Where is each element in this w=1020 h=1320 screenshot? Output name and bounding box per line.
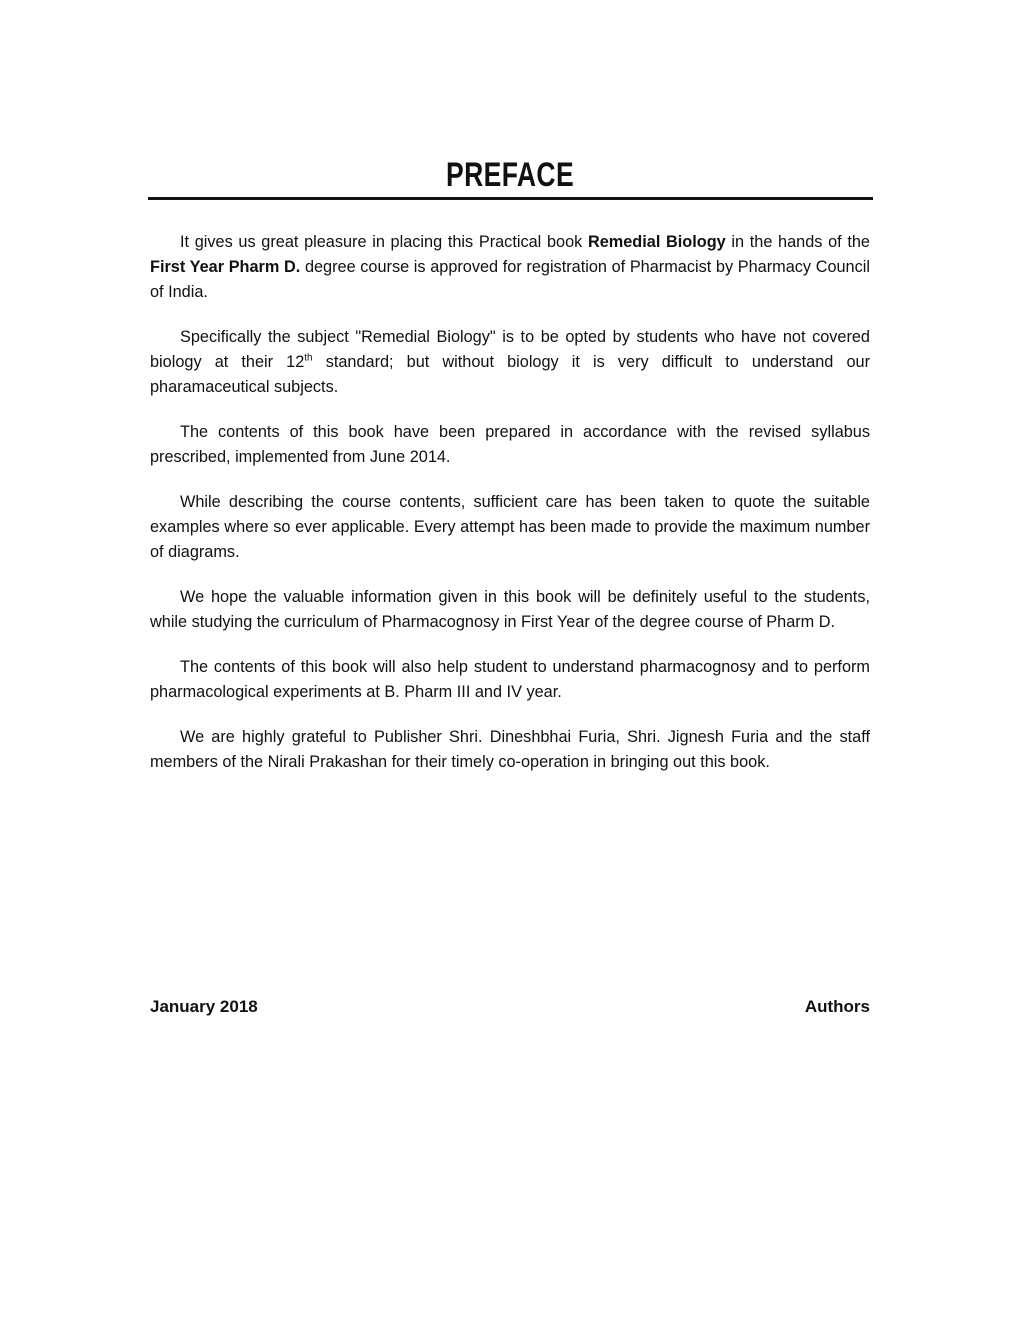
paragraph-2 [150, 325, 870, 400]
paragraph-1 [150, 230, 870, 305]
signature: Authors [804, 997, 870, 1016]
paragraph-4: While describing the course contents, sufficient care has been taken to quote the suitable examples where so ever applicable. Every attempt has been made to provide the maximum number of diagrams. [150, 493, 870, 561]
text: degree course is approved for registration of Pharmacist by Pharmacy Council of India. [150, 258, 870, 301]
bold-text: Remedial Biology [587, 233, 726, 251]
paragraph-7: We are highly grateful to Publisher Shri. Dineshbhai Furia, Shri. Jignesh Furia and the staff members of the Nirali Prakashan for their timely co-operation in bringing out this book. [150, 728, 870, 771]
text: in the hands of the [725, 233, 870, 251]
date: January 2018 [150, 997, 258, 1016]
bold-text: First Year Pharm D. [150, 258, 301, 276]
paragraph-6: The contents of this book will also help student to understand pharmacognosy and to perform pharmacological experiments at B. Pharm III and IV year. [150, 658, 870, 701]
preface-body [150, 230, 870, 795]
footer [150, 997, 870, 1017]
paragraph-5: We hope the valuable information given in this book will be definitely useful to the students, while studying the curriculum of Pharmacognosy in First Year of the degree course of Pharm D. [150, 588, 870, 631]
paragraph-3: The contents of this book have been prepared in accordance with the revised syllabus prescribed, implemented from June 2014. [150, 423, 870, 466]
text: standard; but without biology it is very difficult to understand our pharamaceutical subjects. [150, 353, 870, 396]
title-underline [148, 197, 873, 200]
text: It gives us great pleasure in placing this Practical book [180, 233, 588, 251]
title-text: PREFACE [446, 156, 574, 194]
superscript: th [304, 352, 313, 364]
text: Specifically the subject "Remedial Biology" is to be opted by students who have not covered biology at their 12 [150, 328, 870, 371]
page-title [0, 156, 1020, 195]
